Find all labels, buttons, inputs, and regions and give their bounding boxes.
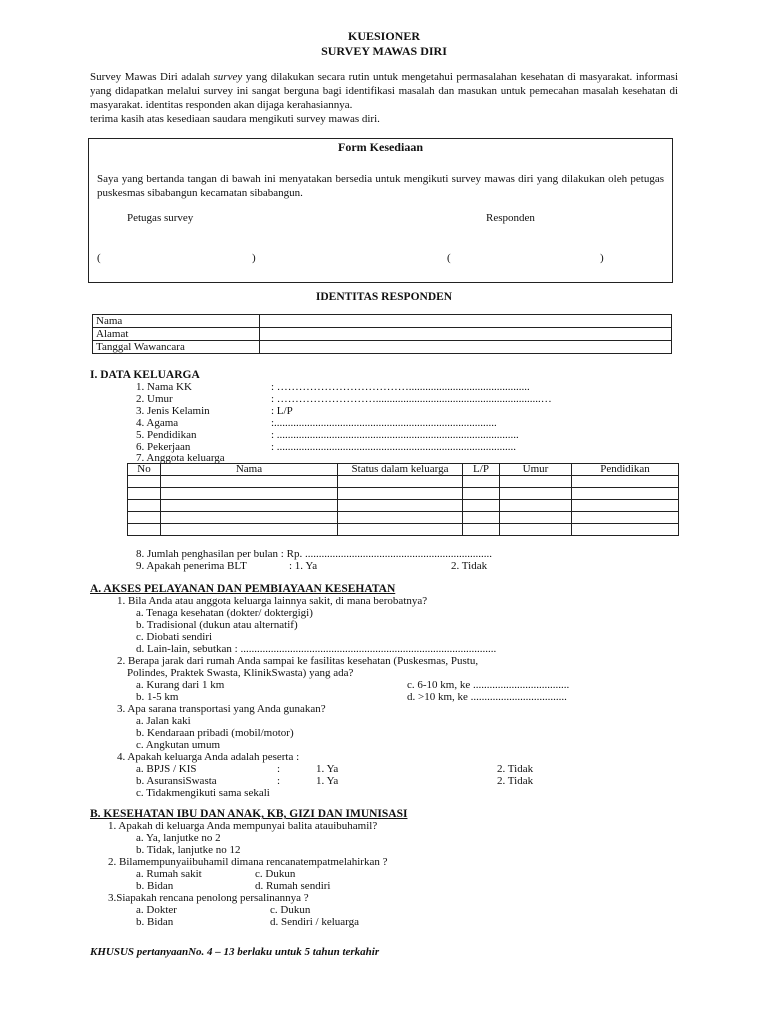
identity-table [92, 314, 672, 354]
consent-title: Form Kesediaan [338, 140, 423, 154]
question-a2: 2. Berapa jarak dari rumah Anda sampai ke fasilitas kesehatan (Puskesmas, Pustu, [117, 655, 479, 667]
option-a4-a: a. BPJS / KIS [136, 763, 197, 775]
consent-text: Saya yang bertanda tangan di bawah ini menyatakan bersedia untuk mengikuti survey mawas diri yang dilakukan oleh petugas puskesmas sibabangun kecamatan sibabangun. [97, 173, 664, 199]
respondent-sign-close: ) [600, 252, 604, 264]
family-field-label: 4. Agama [136, 417, 179, 429]
column-header: Nama [161, 464, 338, 476]
question-a2-cont: Polindes, Praktek Swasta, KlinikSwasta) yang ada? [127, 667, 354, 679]
family-members-table [127, 463, 679, 536]
question-b3: 3.Siapakah rencana penolong persalinannya ? [108, 892, 309, 904]
option-a1-a[interactable]: a. Tenaga kesehatan (dokter/ doktergigi) [136, 607, 313, 619]
option-b3-b[interactable]: b. Bidan [136, 916, 174, 928]
officer-sign-open: ( [97, 252, 101, 264]
intro-text [90, 70, 678, 126]
table-row [93, 328, 672, 341]
blt-option-no[interactable]: 2. Tidak [451, 560, 488, 572]
document-title: KUESIONER [347, 29, 421, 43]
section-b-title: B. KESEHATAN IBU DAN ANAK, KB, GIZI DAN IMUNISASI [90, 808, 408, 820]
question-b2: 2. Bilamempunyaiibuhamil dimana rencanatempatmelahirkan ? [108, 856, 388, 868]
identity-value-field[interactable] [260, 315, 672, 328]
colon: : [277, 775, 281, 787]
option-a4-c[interactable]: c. Tidakmengikuti sama sekali [136, 787, 270, 799]
section-a-title: A. AKSES PELAYANAN DAN PEMBIAYAAN KESEHATAN [90, 583, 396, 595]
table-header-row [128, 464, 679, 476]
option-b3-d[interactable]: d. Sendiri / keluarga [270, 916, 359, 928]
officer-label: Petugas survey [127, 212, 194, 224]
table-row[interactable] [128, 500, 679, 512]
option-b2-c[interactable]: c. Dukun [255, 868, 296, 880]
identity-title: IDENTITAS RESPONDEN [315, 291, 453, 303]
option-b2-b[interactable]: b. Bidan [136, 880, 174, 892]
identity-value-field[interactable] [260, 328, 672, 341]
respondent-sign-open: ( [447, 252, 451, 264]
family-field-value: : L/P [271, 405, 293, 417]
intro-thanks: terima kasih atas kesediaan saudara mengikuti survey mawas diri. [90, 113, 380, 125]
column-header: Status dalam keluarga [338, 464, 463, 476]
question-b1: 1. Apakah di keluarga Anda mempunyai balita atauibuhamil? [108, 820, 378, 832]
option-a4-b-no[interactable]: 2. Tidak [497, 775, 534, 787]
identity-label: Nama [93, 315, 260, 328]
column-header: Umur [500, 464, 572, 476]
column-header: Pendidikan [572, 464, 679, 476]
family-field-label: 1. Nama KK [136, 381, 192, 393]
option-a4-a-no[interactable]: 2. Tidak [497, 763, 534, 775]
table-row[interactable] [128, 524, 679, 536]
option-b2-a[interactable]: a. Rumah sakit [136, 868, 202, 880]
family-members-label: 7. Anggota keluarga [136, 452, 225, 464]
family-field-value: : ………………………............................................................… [271, 393, 552, 405]
option-b3-c[interactable]: c. Dukun [270, 904, 311, 916]
family-field-value: : ....................................................................................... [271, 441, 517, 453]
option-a4-b-yes[interactable]: 1. Ya [316, 775, 339, 787]
option-a2-c[interactable]: c. 6-10 km, ke ................................... [407, 679, 570, 691]
family-field-label: 2. Umur [136, 393, 173, 405]
table-row[interactable] [128, 512, 679, 524]
blt-option-yes[interactable]: : 1. Ya [289, 560, 318, 572]
consent-form-box [88, 138, 673, 283]
family-field-label: 6. Pekerjaan [136, 441, 191, 453]
intro-paragraph: Survey Mawas Diri adalah survey yang dilakukan secara rutin untuk mengetahui permasalahan kesehatan di masyarakat. informasi yang didapatkan melalui survey ini sangat berguna bagi identifikasi masalah dan masukan untuk pemecahan masalah kesehatan di masyarakat. identitas responden akan dijaga kerahasiannya. [90, 71, 678, 111]
option-a4-b: b. AsuransiSwasta [136, 775, 217, 787]
column-header: L/P [463, 464, 500, 476]
table-row[interactable] [128, 476, 679, 488]
blt-question: 9. Apakah penerima BLT [136, 560, 247, 572]
option-a3-b[interactable]: b. Kendaraan pribadi (mobil/motor) [136, 727, 294, 739]
option-a2-b[interactable]: b. 1-5 km [136, 691, 179, 703]
option-a1-d[interactable]: d. Lain-lain, sebutkan : ............................................................................................. [136, 643, 497, 655]
income-field: 8. Jumlah penghasilan per bulan : Rp. .................................................................... [136, 548, 492, 560]
column-header: No [128, 464, 161, 476]
identity-label: Tanggal Wawancara [93, 341, 260, 354]
document-subtitle: SURVEY MAWAS DIRI [321, 44, 447, 58]
family-field-value: :................................................................................. [271, 417, 497, 429]
option-a2-a[interactable]: a. Kurang dari 1 km [136, 679, 225, 691]
table-row[interactable] [128, 488, 679, 500]
option-a3-c[interactable]: c. Angkutan umum [136, 739, 221, 751]
option-a2-d[interactable]: d. >10 km, ke ................................... [407, 691, 567, 703]
table-row [93, 315, 672, 328]
option-b1-b[interactable]: b. Tidak, lanjutke no 12 [136, 844, 241, 856]
family-field-value: : ………………………………............................................ [271, 381, 530, 393]
family-field-label: 3. Jenis Kelamin [136, 405, 210, 417]
option-b3-a[interactable]: a. Dokter [136, 904, 177, 916]
option-b2-d[interactable]: d. Rumah sendiri [255, 880, 331, 892]
option-b1-a[interactable]: a. Ya, lanjutke no 2 [136, 832, 221, 844]
family-field-label: 5. Pendidikan [136, 429, 197, 441]
option-a4-a-yes[interactable]: 1. Ya [316, 763, 339, 775]
option-a1-c[interactable]: c. Diobati sendiri [136, 631, 213, 643]
colon: : [277, 763, 281, 775]
question-a3: 3. Apa sarana transportasi yang Anda gunakan? [117, 703, 326, 715]
family-section-title: I. DATA KELUARGA [90, 369, 200, 381]
option-a3-a[interactable]: a. Jalan kaki [136, 715, 191, 727]
family-field-value: : ........................................................................................ [271, 429, 519, 441]
identity-label: Alamat [93, 328, 260, 341]
option-a1-b[interactable]: b. Tradisional (dukun atau alternatif) [136, 619, 298, 631]
identity-value-field[interactable] [260, 341, 672, 354]
question-a4: 4. Apakah keluarga Anda adalah peserta : [117, 751, 300, 763]
officer-sign-close: ) [252, 252, 256, 264]
table-row [93, 341, 672, 354]
footer-note: KHUSUS pertanyaanNo. 4 – 13 berlaku untuk 5 tahun terkahir [90, 946, 380, 958]
respondent-label: Responden [486, 212, 535, 224]
question-a1: 1. Bila Anda atau anggota keluarga lainnya sakit, di mana berobatnya? [117, 595, 428, 607]
